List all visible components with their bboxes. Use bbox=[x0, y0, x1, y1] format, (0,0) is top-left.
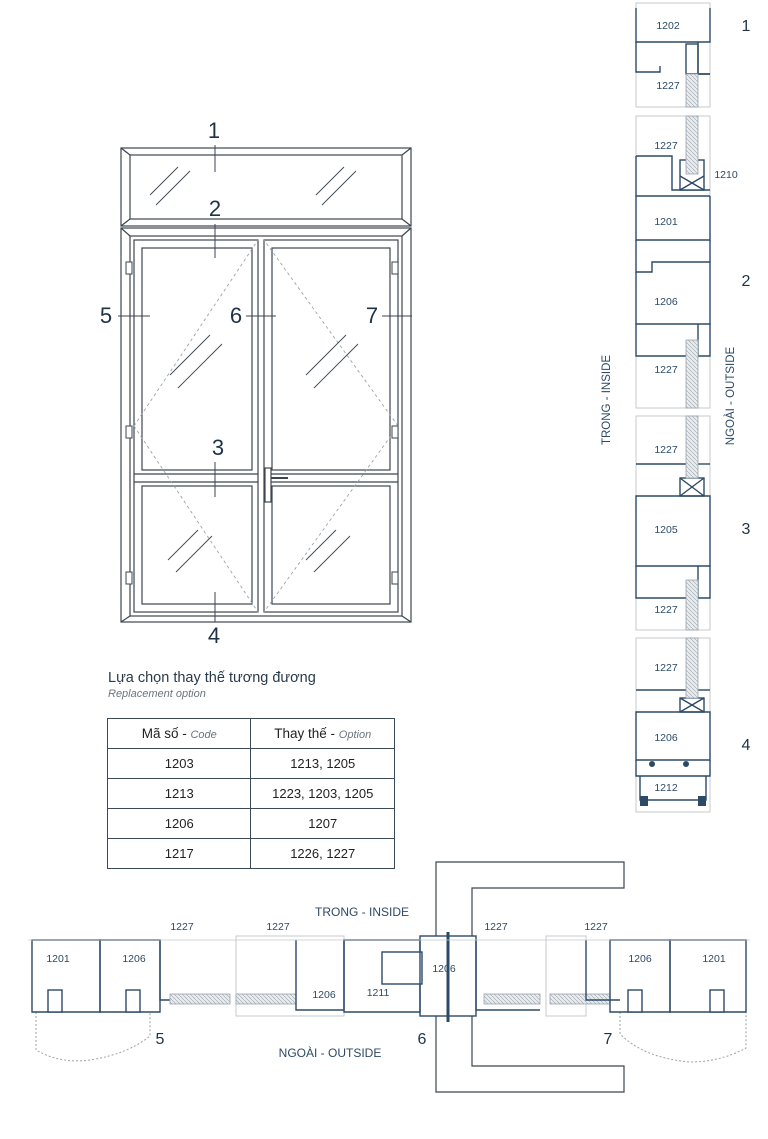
code-1206: 1206 bbox=[122, 953, 146, 965]
code-1205: 1205 bbox=[654, 524, 678, 536]
door-elevation bbox=[118, 145, 412, 622]
option-cell: 1207 bbox=[251, 809, 395, 839]
table-row bbox=[108, 779, 395, 809]
vertical-inside-label: TRONG - INSIDE bbox=[601, 354, 613, 446]
code-1227: 1227 bbox=[654, 662, 678, 674]
code-1202: 1202 bbox=[656, 20, 680, 32]
code-1227: 1227 bbox=[654, 364, 678, 376]
code-1227: 1227 bbox=[654, 604, 678, 616]
code-cell: 1213 bbox=[108, 779, 251, 809]
section-number-3: 3 bbox=[741, 521, 751, 538]
code-1210: 1210 bbox=[714, 169, 738, 181]
code-cell: 1206 bbox=[108, 809, 251, 839]
code-1201: 1201 bbox=[654, 216, 678, 228]
option-cell: 1226, 1227 bbox=[251, 839, 395, 869]
vertical-outside-label: NGOÀI - OUTSIDE bbox=[725, 346, 737, 446]
code-1206: 1206 bbox=[654, 296, 678, 308]
section-number-1: 1 bbox=[741, 18, 751, 35]
code-1227: 1227 bbox=[656, 80, 680, 92]
code-1227: 1227 bbox=[654, 140, 678, 152]
code-1201: 1201 bbox=[46, 953, 70, 965]
code-1206: 1206 bbox=[628, 953, 652, 965]
replacement-title-block bbox=[108, 670, 316, 700]
code-1227: 1227 bbox=[170, 921, 194, 933]
section-number-4: 4 bbox=[741, 737, 751, 754]
horizontal-section-numbers bbox=[156, 1031, 613, 1048]
code-1227: 1227 bbox=[584, 921, 608, 933]
horizontal-outside-label: NGOÀI - OUTSIDE bbox=[278, 1046, 382, 1060]
option-cell: 1223, 1203, 1205 bbox=[251, 779, 395, 809]
section-number-2: 2 bbox=[741, 273, 751, 290]
marker-7: 7 bbox=[365, 303, 379, 328]
marker-1: 1 bbox=[207, 118, 221, 143]
code-1227: 1227 bbox=[654, 444, 678, 456]
vertical-section-numbers bbox=[742, 18, 751, 754]
option-cell: 1213, 1205 bbox=[251, 749, 395, 779]
code-1227: 1227 bbox=[484, 921, 508, 933]
replacement-table bbox=[107, 718, 395, 869]
marker-3: 3 bbox=[211, 435, 225, 460]
code-1201: 1201 bbox=[702, 953, 726, 965]
code-cell: 1217 bbox=[108, 839, 251, 869]
table-header-row bbox=[108, 719, 395, 749]
header-option: Thay thế - Option bbox=[251, 719, 395, 749]
code-1212: 1212 bbox=[654, 782, 678, 794]
marker-2: 2 bbox=[208, 196, 222, 221]
replacement-title: Lựa chọn thay thế tương đương bbox=[108, 670, 316, 686]
code-1206: 1206 bbox=[654, 732, 678, 744]
section-number-7: 7 bbox=[603, 1031, 613, 1048]
horizontal-inside-label: TRONG - INSIDE bbox=[314, 905, 410, 919]
vertical-section bbox=[636, 3, 710, 812]
table-row bbox=[108, 749, 395, 779]
marker-5: 5 bbox=[99, 303, 113, 328]
section-number-5: 5 bbox=[155, 1031, 165, 1048]
marker-4: 4 bbox=[207, 623, 221, 648]
horizontal-section bbox=[28, 862, 750, 1092]
replacement-subtitle: Replacement option bbox=[108, 688, 206, 700]
code-cell: 1203 bbox=[108, 749, 251, 779]
section-number-6: 6 bbox=[417, 1031, 427, 1048]
header-code: Mã số - Code bbox=[108, 719, 251, 749]
code-1206: 1206 bbox=[432, 963, 456, 975]
table-row bbox=[108, 839, 395, 869]
marker-6: 6 bbox=[229, 303, 243, 328]
table-row bbox=[108, 809, 395, 839]
code-1227: 1227 bbox=[266, 921, 290, 933]
code-1211: 1211 bbox=[366, 987, 390, 999]
code-1206: 1206 bbox=[312, 989, 336, 1001]
